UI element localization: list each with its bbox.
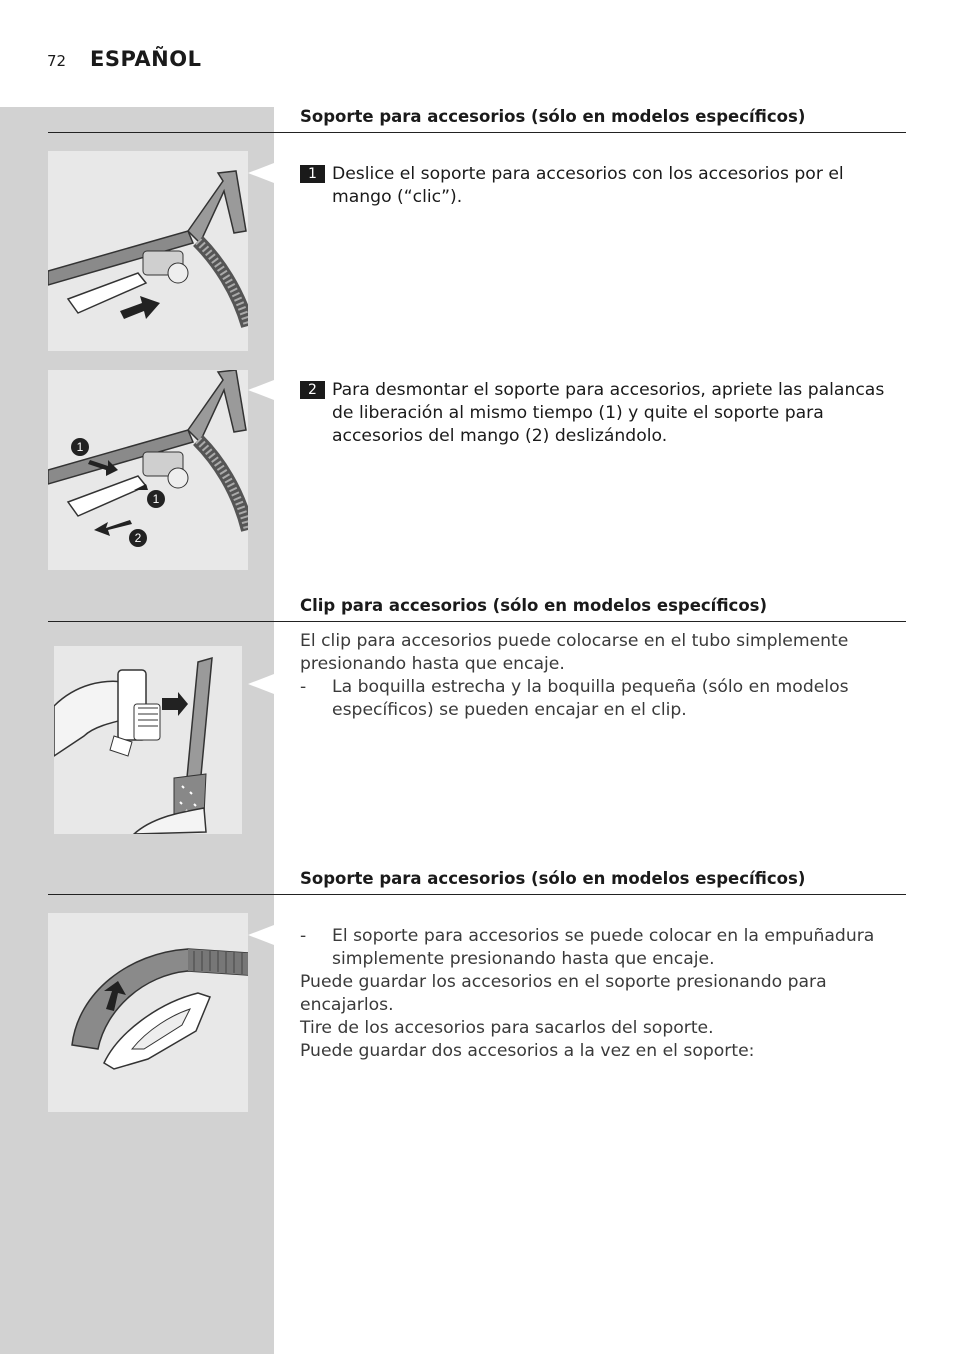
illustration-pointer (248, 163, 274, 183)
divider (48, 132, 906, 133)
divider (48, 894, 906, 895)
step-number-badge: 2 (300, 381, 325, 399)
bullet-marker: - (300, 677, 307, 697)
illustration-pointer (248, 925, 274, 945)
section-heading-holder: Soporte para accesorios (sólo en modelos específicos) (300, 107, 806, 126)
callout-1-label: 1 (76, 440, 84, 454)
illustration-clip (54, 646, 242, 834)
section-heading-holder-2: Soporte para accesorios (sólo en modelos específicos) (300, 869, 806, 888)
page-number: 72 (47, 52, 67, 70)
clip-bullet (300, 676, 906, 722)
section-language-title: ESPAÑOL (90, 47, 202, 71)
illustration-pointer (248, 674, 274, 694)
instruction-step-2 (300, 379, 906, 448)
instruction-step-1 (300, 163, 906, 209)
step-number-badge: 1 (300, 165, 325, 183)
bullet-marker: - (300, 926, 307, 946)
callout-2-label: 2 (134, 531, 142, 545)
divider (48, 621, 906, 622)
holder-line-3: Puede guardar dos accesorios a la vez en el soporte: (300, 1041, 755, 1061)
clip-paragraph: El clip para accesorios puede colocarse en el tubo simplemente presionando hasta que encaje. (300, 631, 849, 674)
callout-1b-label: 1 (152, 492, 160, 506)
illustration-holder-on-grip (48, 913, 248, 1112)
step-text: Para desmontar el soporte para accesorios, apriete las palancas de liberación al mismo tiempo (1) y quite el soporte para accesorios del mango (2) deslizándolo. (332, 380, 885, 446)
section-heading-clip: Clip para accesorios (sólo en modelos específicos) (300, 596, 768, 615)
illustration-attach-holder (48, 151, 248, 351)
bullet-text: El soporte para accesorios se puede colocar en la empuñadura simplemente presionando hasta que encaje. (332, 926, 875, 969)
clip-description (300, 630, 906, 722)
holder-bullet (300, 925, 906, 971)
holder-description (300, 925, 906, 1063)
step-text: Deslice el soporte para accesorios con los accesorios por el mango (“clic”). (332, 164, 844, 207)
illustration-pointer (248, 380, 274, 400)
bullet-text: La boquilla estrecha y la boquilla pequeña (sólo en modelos específicos) se pueden encajar en el clip. (332, 677, 849, 720)
holder-line-1: Puede guardar los accesorios en el soporte presionando para encajarlos. (300, 972, 827, 1015)
illustration-remove-holder (48, 370, 248, 570)
holder-line-2: Tire de los accesorios para sacarlos del soporte. (300, 1018, 714, 1038)
